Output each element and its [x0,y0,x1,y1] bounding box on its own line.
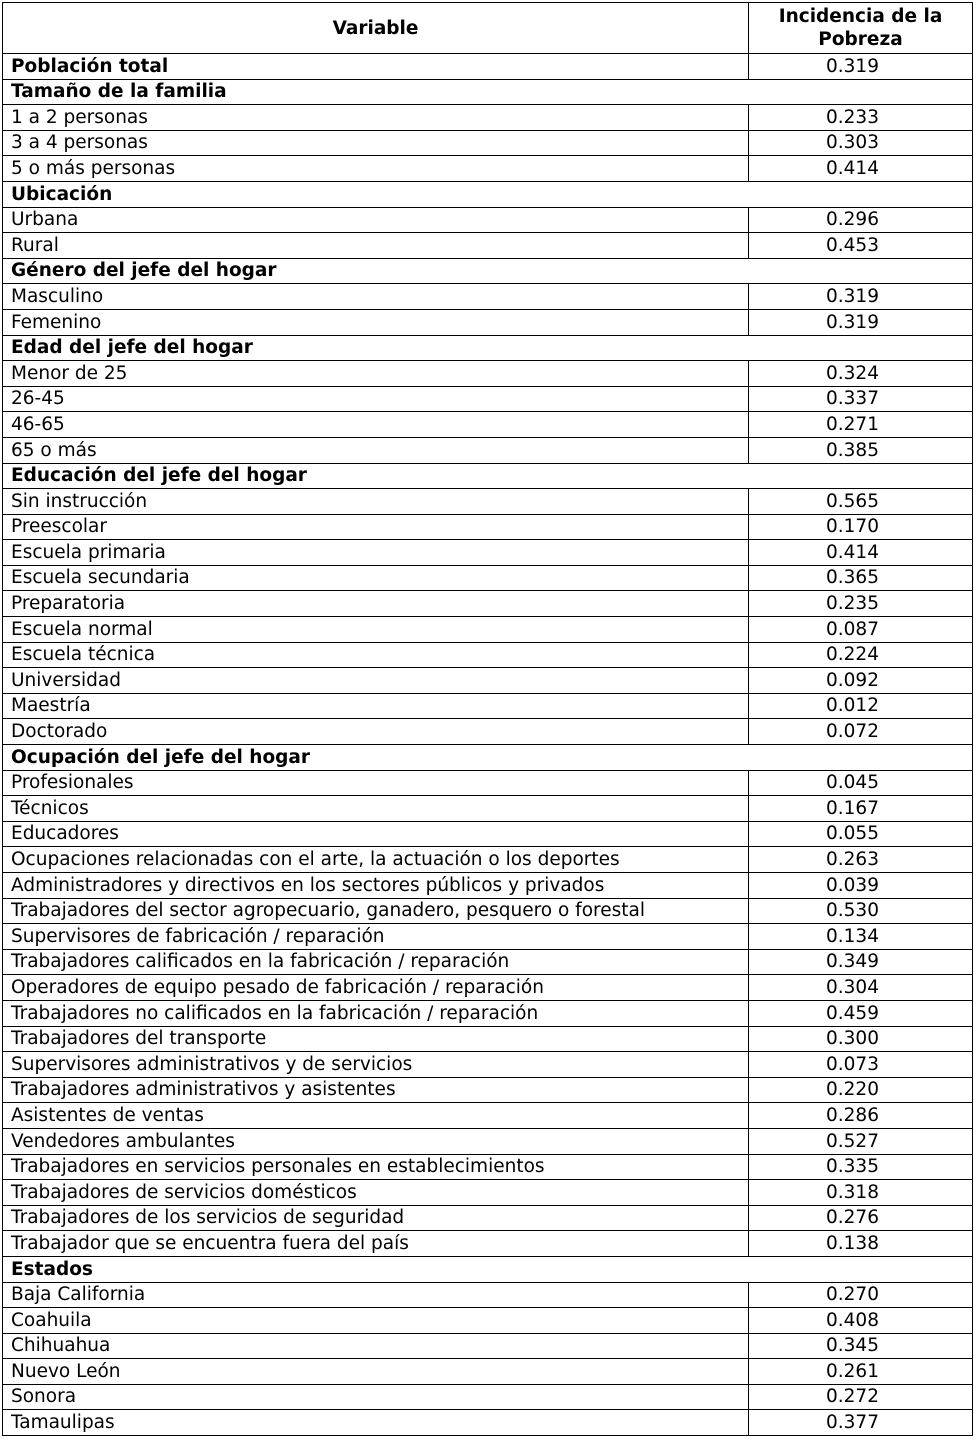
section-label: Edad del jefe del hogar [3,335,749,361]
row-label: 5 o más personas [3,156,749,182]
table-row [3,1359,973,1385]
row-value: 0.304 [749,975,973,1001]
row-label: Sin instrucción [3,489,749,515]
table-header-row [3,3,973,54]
row-value: 0.335 [749,1154,973,1180]
row-label: Tamaulipas [3,1410,749,1436]
row-label: Trabajadores en servicios personales en establecimientos [3,1154,749,1180]
row-value: 0.319 [749,54,973,80]
row-value: 0.414 [749,540,973,566]
row-label: Preparatoria [3,591,749,617]
row-label: 65 o más [3,437,749,463]
section-header-row [3,258,973,284]
table-row [3,898,973,924]
table-row [3,1231,973,1257]
row-label: Menor de 25 [3,361,749,387]
row-label: Población total [3,54,749,80]
row-label: Vendedores ambulantes [3,1128,749,1154]
row-value: 0.408 [749,1308,973,1334]
header-variable: Variable [3,3,749,54]
table-row [3,130,973,156]
row-value: 0.365 [749,565,973,591]
row-value: 0.272 [749,1384,973,1410]
row-value: 0.045 [749,770,973,796]
row-label: Operadores de equipo pesado de fabricación / reparación [3,975,749,1001]
row-label: Baja California [3,1282,749,1308]
table-row [3,719,973,745]
row-label: Sonora [3,1384,749,1410]
row-label: Educadores [3,821,749,847]
row-value: 0.233 [749,105,973,131]
table-row [3,975,973,1001]
row-value: 0.261 [749,1359,973,1385]
row-value: 0.263 [749,847,973,873]
table-row [3,693,973,719]
row-value: 0.271 [749,412,973,438]
table-row [3,642,973,668]
table-row [3,105,973,131]
row-label: Asistentes de ventas [3,1103,749,1129]
table-row [3,924,973,950]
section-empty-cell [749,258,973,284]
row-label: 26-45 [3,386,749,412]
section-header-row [3,463,973,489]
row-value: 0.138 [749,1231,973,1257]
row-label: Supervisores administrativos y de servicios [3,1052,749,1078]
table-row [3,873,973,899]
table-row [3,1308,973,1334]
row-value: 0.319 [749,284,973,310]
table-row [3,1103,973,1129]
row-label: Trabajadores calificados en la fabricación / reparación [3,949,749,975]
table-row [3,949,973,975]
row-value: 0.565 [749,489,973,515]
row-label: Escuela secundaria [3,565,749,591]
section-header-row [3,79,973,105]
table-row [3,207,973,233]
row-value: 0.012 [749,693,973,719]
row-label: Trabajadores no calificados en la fabricación / reparación [3,1000,749,1026]
row-label: Chihuahua [3,1333,749,1359]
section-empty-cell [749,463,973,489]
table-row [3,796,973,822]
row-label: Universidad [3,668,749,694]
table-row [3,1000,973,1026]
table-row [3,156,973,182]
row-label: Supervisores de fabricación / reparación [3,924,749,950]
row-value: 0.319 [749,309,973,335]
table-row [3,1026,973,1052]
table-row [3,821,973,847]
table-row [3,1205,973,1231]
row-value: 0.039 [749,873,973,899]
row-value: 0.300 [749,1026,973,1052]
table-row [3,1282,973,1308]
row-label: Escuela técnica [3,642,749,668]
row-label: Urbana [3,207,749,233]
row-label: Maestría [3,693,749,719]
section-label: Estados [3,1256,749,1282]
row-value: 0.073 [749,1052,973,1078]
row-value: 0.318 [749,1180,973,1206]
table-row [3,1128,973,1154]
total-row [3,54,973,80]
row-label: Administradores y directivos en los sectores públicos y privados [3,873,749,899]
row-value: 0.072 [749,719,973,745]
row-label: Preescolar [3,514,749,540]
row-value: 0.134 [749,924,973,950]
row-value: 0.527 [749,1128,973,1154]
table-row [3,847,973,873]
row-value: 0.530 [749,898,973,924]
row-label: 3 a 4 personas [3,130,749,156]
section-empty-cell [749,79,973,105]
table-row [3,1180,973,1206]
row-value: 0.414 [749,156,973,182]
table-row [3,1384,973,1410]
row-value: 0.286 [749,1103,973,1129]
table-row [3,284,973,310]
table-row [3,412,973,438]
section-header-row [3,335,973,361]
row-value: 0.453 [749,233,973,259]
row-value: 0.349 [749,949,973,975]
table-row [3,309,973,335]
section-empty-cell [749,335,973,361]
table-row [3,1154,973,1180]
row-value: 0.345 [749,1333,973,1359]
row-value: 0.377 [749,1410,973,1436]
row-label: Nuevo León [3,1359,749,1385]
row-label: Trabajadores de los servicios de seguridad [3,1205,749,1231]
row-value: 0.385 [749,437,973,463]
row-value: 0.087 [749,617,973,643]
table-row [3,489,973,515]
row-label: Ocupaciones relacionadas con el arte, la actuación o los deportes [3,847,749,873]
row-label: Rural [3,233,749,259]
row-value: 0.220 [749,1077,973,1103]
row-label: Trabajadores del transporte [3,1026,749,1052]
table-body [3,54,973,1436]
table-row [3,668,973,694]
row-value: 0.337 [749,386,973,412]
table-row [3,1077,973,1103]
row-value: 0.235 [749,591,973,617]
section-label: Ubicación [3,181,749,207]
row-label: Masculino [3,284,749,310]
section-empty-cell [749,745,973,771]
table-row [3,437,973,463]
section-header-row [3,181,973,207]
section-label: Tamaño de la familia [3,79,749,105]
row-label: Técnicos [3,796,749,822]
table-row [3,386,973,412]
row-value: 0.459 [749,1000,973,1026]
row-value: 0.055 [749,821,973,847]
section-empty-cell [749,1256,973,1282]
row-value: 0.270 [749,1282,973,1308]
row-label: Trabajadores de servicios domésticos [3,1180,749,1206]
row-label: Trabajador que se encuentra fuera del país [3,1231,749,1257]
table-row [3,617,973,643]
table-row [3,1333,973,1359]
row-label: Escuela primaria [3,540,749,566]
header-incidence: Incidencia de la Pobreza [749,3,973,54]
row-label: Femenino [3,309,749,335]
row-label: 1 a 2 personas [3,105,749,131]
section-header-row [3,1256,973,1282]
section-label: Ocupación del jefe del hogar [3,745,749,771]
section-label: Género del jefe del hogar [3,258,749,284]
row-label: Trabajadores del sector agropecuario, ganadero, pesquero o forestal [3,898,749,924]
row-label: Doctorado [3,719,749,745]
table-row [3,1410,973,1436]
row-value: 0.324 [749,361,973,387]
table-row [3,514,973,540]
table-row [3,361,973,387]
table-row [3,1052,973,1078]
section-label: Educación del jefe del hogar [3,463,749,489]
section-header-row [3,745,973,771]
table-row [3,540,973,566]
table-row [3,591,973,617]
section-empty-cell [749,181,973,207]
table-row [3,770,973,796]
row-value: 0.167 [749,796,973,822]
poverty-incidence-table [2,2,973,1436]
row-label: Trabajadores administrativos y asistentes [3,1077,749,1103]
row-value: 0.224 [749,642,973,668]
row-label: Escuela normal [3,617,749,643]
table-row [3,565,973,591]
row-value: 0.303 [749,130,973,156]
row-value: 0.092 [749,668,973,694]
row-label: Coahuila [3,1308,749,1334]
table-row [3,233,973,259]
row-label: 46-65 [3,412,749,438]
row-value: 0.296 [749,207,973,233]
row-value: 0.276 [749,1205,973,1231]
row-label: Profesionales [3,770,749,796]
row-value: 0.170 [749,514,973,540]
